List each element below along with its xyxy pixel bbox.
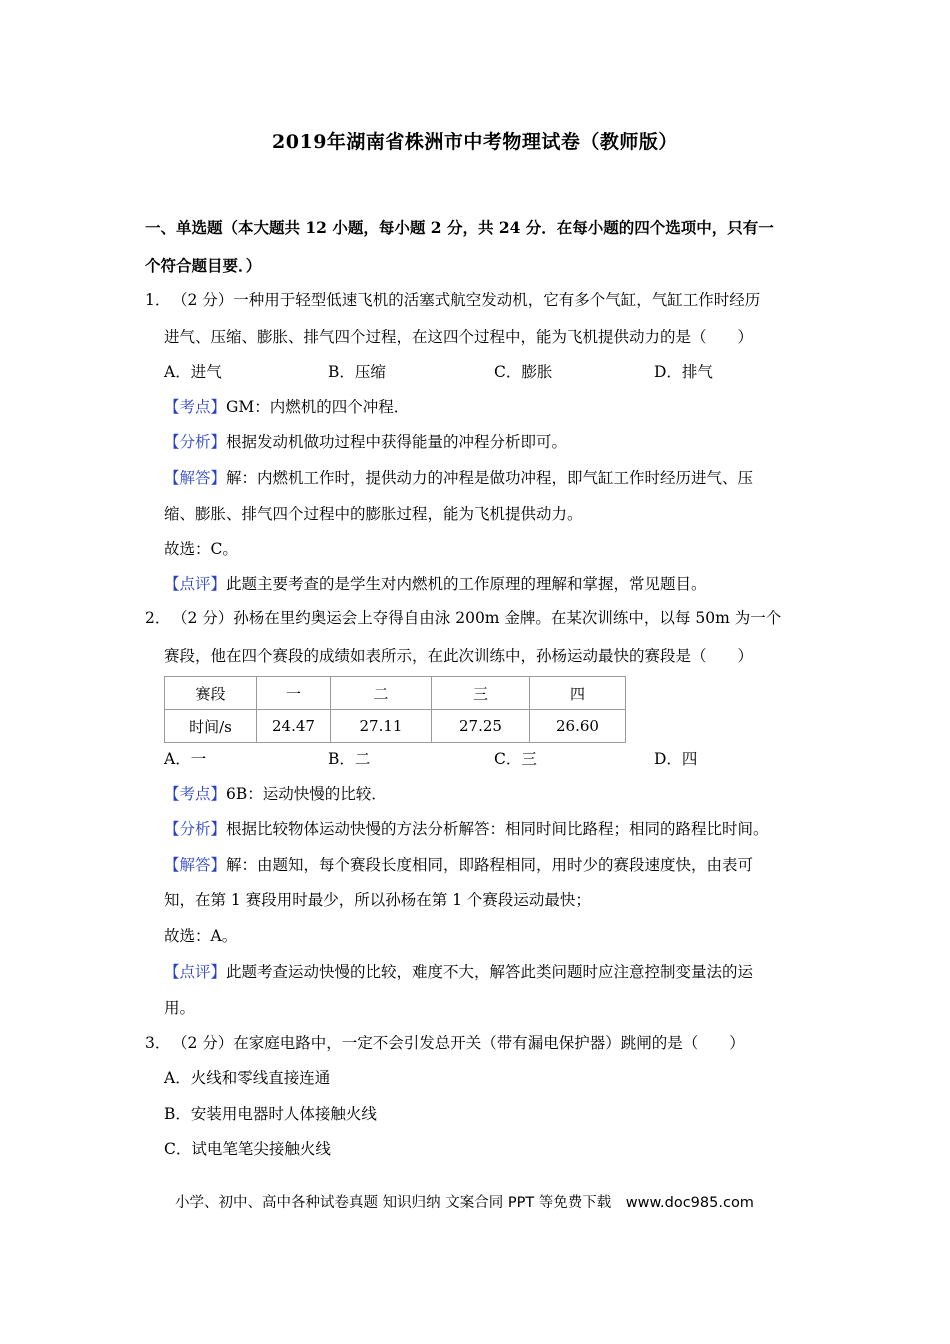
page-footer: 小学、初中、高中各种试卷真题 知识归纳 文案合同 PPT 等免费下载 www.doc985.com [175, 1195, 754, 1211]
question-2-option-a: A．一 [164, 750, 207, 768]
question-2-kaodian [164, 784, 387, 804]
table-cell: 27.25 [432, 710, 530, 743]
question-3-text-line1: （2 分）在家庭电路中，一定不会引发总开关（带有漏电保护器）跳闸的是（ ） [172, 1034, 745, 1052]
table-header-cell: 赛段 [165, 677, 257, 710]
question-1-jieda [164, 468, 753, 488]
question-1-answer: 故选：C。 [164, 540, 238, 558]
question-2-jieda [164, 855, 753, 875]
question-3-number: 3． [145, 1034, 171, 1052]
question-2-option-d: D．四 [654, 750, 698, 768]
question-2-fenxi [164, 819, 769, 839]
table-row [165, 710, 626, 743]
dianping-tag: 【点评】 [164, 575, 227, 593]
question-3-option-b: B．安装用电器时人体接触火线 [164, 1105, 377, 1123]
question-1-option-b: B．压缩 [328, 363, 386, 381]
jieda-tag: 【解答】 [164, 856, 227, 874]
kaodian-tag: 【考点】 [164, 785, 227, 803]
jieda-tag: 【解答】 [164, 469, 227, 487]
table-header-cell: 三 [432, 677, 530, 710]
question-1-option-c: C．膨胀 [494, 363, 553, 381]
table-header-cell: 二 [331, 677, 432, 710]
page-title: 2019年湖南省株洲市中考物理试卷（教师版） [272, 131, 678, 153]
table-cell: 时间/s [165, 710, 257, 743]
question-2-number: 2． [145, 609, 171, 627]
table-header-cell: 四 [530, 677, 626, 710]
fenxi-tag: 【分析】 [164, 820, 227, 838]
question-1-text-line1: （2 分）一种用于轻型低速飞机的活塞式航空发动机，它有多个气缸，气缸工作时经历 [172, 291, 761, 309]
question-2-answer: 故选：A。 [164, 927, 238, 945]
question-1-fenxi [164, 432, 567, 452]
kaodian-tag: 【考点】 [164, 398, 227, 416]
table-cell: 26.60 [530, 710, 626, 743]
dianping-tag: 【点评】 [164, 963, 227, 981]
section-header-line2: 个符合题目要．） [145, 256, 262, 275]
question-1-dianping [164, 574, 707, 594]
table-row [165, 677, 626, 710]
question-2-text-line1: （2 分）孙杨在里约奥运会上夺得自由泳 200m 金牌。在某次训练中，以每 50m 为一个 [172, 609, 782, 627]
fenxi-tag: 【分析】 [164, 433, 227, 451]
table-cell: 24.47 [257, 710, 331, 743]
question-2-option-c: C．三 [494, 750, 537, 768]
section-header-line1: 一、单选题（本大题共 12 小题，每小题 2 分，共 24 分．在每小题的四个选项中，只有一 [145, 218, 774, 237]
question-3-option-c: C．试电笔笔尖接触火线 [164, 1140, 331, 1158]
question-2-dianping [164, 962, 753, 982]
jieda-text-line1: 解：由题知，每个赛段长度相同，即路程相同，用时少的赛段速度快，由表可 [226, 856, 754, 874]
jieda-text-line1: 解：内燃机工作时，提供动力的冲程是做功冲程，即气缸工作时经历进气、压 [226, 469, 754, 487]
dianping-text-line1: 此题考查运动快慢的比较，难度不大，解答此类问题时应注意控制变量法的运 [226, 963, 754, 981]
fenxi-text: 根据发动机做功过程中获得能量的冲程分析即可。 [226, 433, 568, 451]
question-2-jieda-line2: 知，在第 1 赛段用时最少，所以孙杨在第 1 个赛段运动最快； [164, 891, 591, 909]
table-cell: 27.11 [331, 710, 432, 743]
kaodian-text: 6B：运动快慢的比较． [226, 785, 387, 803]
question-1-number: 1． [145, 291, 171, 309]
question-1-jieda-line2: 缩、膨胀、排气四个过程中的膨胀过程，能为飞机提供动力。 [164, 505, 583, 523]
fenxi-text: 根据比较物体运动快慢的方法分析解答：相同时间比路程；相同的路程比时间。 [226, 820, 769, 838]
question-1-option-d: D．排气 [654, 363, 713, 381]
dianping-text: 此题主要考查的是学生对内燃机的工作原理的理解和掌握，常见题目。 [226, 575, 707, 593]
score-table [164, 676, 626, 743]
question-1-text-line2: 进气、压缩、膨胀、排气四个过程，在这四个过程中，能为飞机提供动力的是（ ） [164, 328, 754, 346]
table-header-cell: 一 [257, 677, 331, 710]
question-2-text-line2: 赛段，他在四个赛段的成绩如表所示，在此次训练中，孙杨运动最快的赛段是（ ） [164, 647, 754, 665]
question-1-option-a: A．进气 [164, 363, 222, 381]
question-2-option-b: B．二 [328, 750, 371, 768]
question-2-dianping-line2: 用。 [164, 999, 196, 1017]
kaodian-text: GM：内燃机的四个冲程． [226, 398, 410, 416]
question-3-option-a: A．火线和零线直接连通 [164, 1069, 331, 1087]
question-1-kaodian [164, 397, 409, 417]
